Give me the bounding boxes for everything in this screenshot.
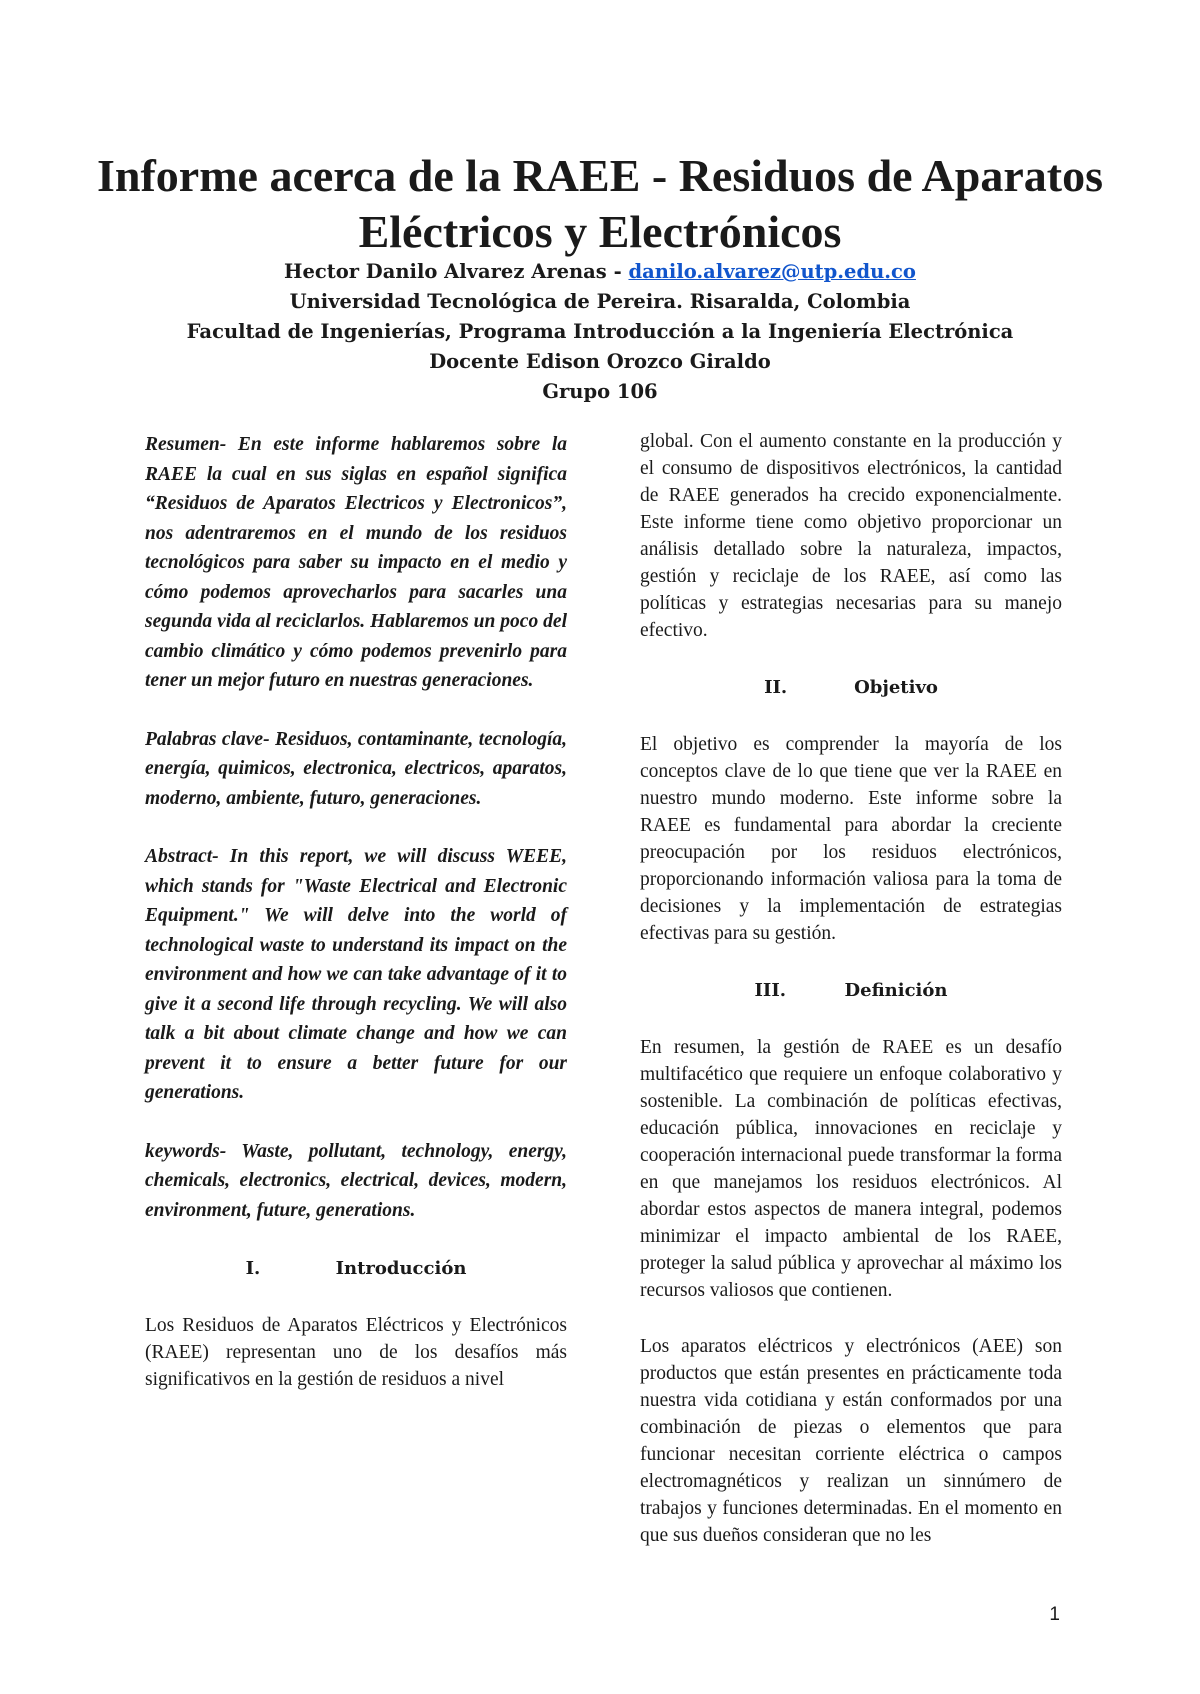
right-column: [640, 428, 1062, 1549]
group: Grupo 106: [542, 380, 658, 403]
intro-continuation-paragraph: global. Con el aumento constante en la producción y el consumo de dispositivos electrónicos, la cantidad de RAEE generados ha crecido exponencialmente. Este informe tiene como objetivo proporcionar un análisis detallado sobre la naturaleza, impactos, gestión y reciclaje de los RAEE, así como las políticas y estrategias necesarias para su manejo efectivo.: [640, 431, 1062, 641]
resumen-paragraph: Resumen- En este informe hablaremos sobre la RAEE la cual en sus siglas en español significa “Residuos de Aparatos Electricos y Electronicos”, nos adentraremos en el mundo de los residuos tecnológicos para saber su impacto en el medio y cómo podemos aprovecharlos para sacarles una segunda vida al reciclarlos. Hablaremos un poco del cambio climático y cómo podemos prevenirlo para tener un mejor futuro en nuestras generaciones.: [145, 434, 567, 691]
section-number: II.: [764, 677, 788, 698]
abstract-paragraph: Abstract- In this report, we will discuss WEEE, which stands for "Waste Electrical and Electronic Equipment." We will delve into the world of technological waste to understand its impact on the environment and how we can take advantage of it to give it a second life through recycling. We will also talk a bit about climate change and how we can prevent it to ensure a better future for our generations.: [145, 846, 567, 1103]
aee-paragraph: Los aparatos eléctricos y electrónicos (AEE) son productos que están presentes en prácticamente toda nuestra vida cotidiana y están conformados por una combinación de piezas o elementos que para funcionar necesitan corriente eléctrica o campos electromagnéticos y realizan un sinnúmero de trabajos y funciones determinadas. En el momento en que sus dueños consideran que no les: [640, 1336, 1062, 1546]
intro-paragraph: Los Residuos de Aparatos Eléctricos y Electrónicos (RAEE) representan uno de los desafíos más significativos en la gestión de residuos a nivel: [145, 1315, 567, 1390]
definicion-paragraph: En resumen, la gestión de RAEE es un desafío multifacético que requiere un enfoque colaborativo y sostenible. La combinación de políticas efectivas, educación pública, innovaciones en reciclaje y cooperación internacional puede transformar la forma en que manejamos los residuos electrónicos. Al abordar estos aspectos de manera integral, podemos minimizar el impacto ambiental de los RAEE, proteger la salud pública y aprovechar al máximo los recursos valiosos que contienen.: [640, 1037, 1062, 1301]
section-heading-objetivo: [640, 674, 1062, 701]
teacher: Docente Edison Orozco Giraldo: [429, 350, 771, 373]
section-heading-introduccion: [145, 1255, 567, 1282]
left-column: [145, 430, 567, 1393]
section-heading-definicion: [640, 977, 1062, 1004]
author-block: [150, 257, 1050, 407]
author-name: Hector Danilo Alvarez Arenas -: [284, 260, 629, 283]
section-title: Introducción: [335, 1258, 467, 1279]
document-title: Informe acerca de la RAEE - Residuos de Aparatos Eléctricos y Electrónicos: [97, 150, 1103, 257]
university: Universidad Tecnológica de Pereira. Risaralda, Colombia: [289, 290, 911, 313]
author-line: [150, 257, 1050, 287]
section-title: Objetivo: [854, 677, 938, 698]
objetivo-paragraph: El objetivo es comprender la mayoría de los conceptos clave de lo que tiene que ver la RAEE en nuestro mundo moderno. Este informe sobre la RAEE es fundamental para abordar la creciente preocupación por los residuos electrónicos, proporcionando información valiosa para la toma de decisiones y la implementación de estrategias efectivas para su gestión.: [640, 734, 1062, 944]
section-number: III.: [754, 980, 787, 1001]
palabras-clave-paragraph: Palabras clave- Residuos, contaminante, tecnología, energía, quimicos, electronica, electricos, aparatos, moderno, ambiente, futuro, generaciones.: [145, 728, 567, 809]
section-number: I.: [245, 1258, 261, 1279]
page-number: 1: [1049, 1604, 1060, 1625]
author-email-link[interactable]: danilo.alvarez@utp.edu.co: [628, 260, 916, 283]
keywords-paragraph: keywords- Waste, pollutant, technology, energy, chemicals, electronics, electrical, devices, modern, environment, future, generations.: [145, 1140, 567, 1221]
faculty: Facultad de Ingenierías, Programa Introducción a la Ingeniería Electrónica: [186, 320, 1014, 343]
section-title: Definición: [844, 980, 948, 1001]
